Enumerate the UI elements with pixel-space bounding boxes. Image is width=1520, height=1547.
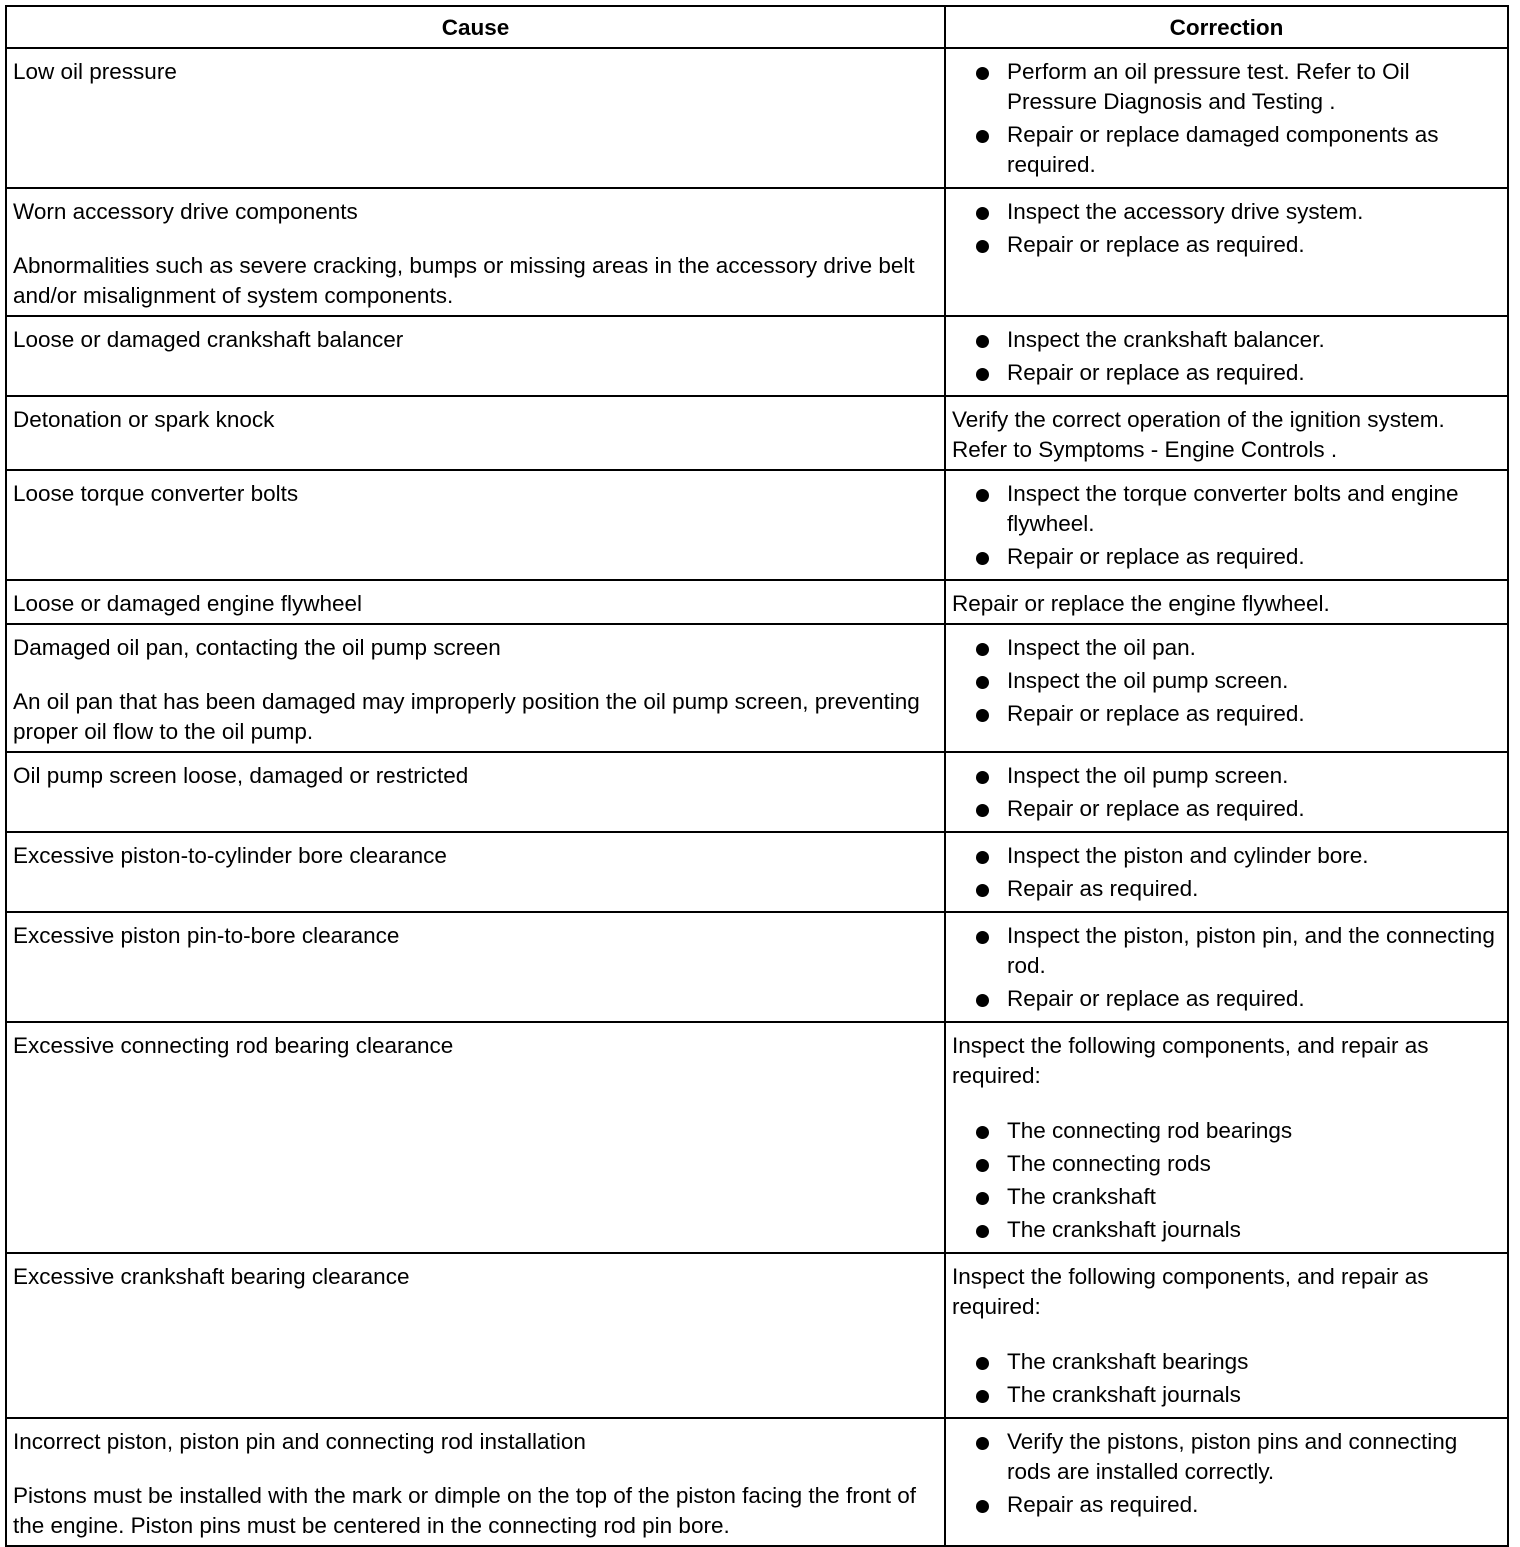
cause-cell bbox=[6, 1418, 945, 1546]
cause-cell bbox=[6, 188, 945, 316]
header-row bbox=[6, 6, 1508, 48]
list-item bbox=[976, 874, 1501, 904]
table-row bbox=[6, 1253, 1508, 1418]
list-item-text: Inspect the oil pan. bbox=[1007, 635, 1196, 660]
list-item-text: Inspect the piston, piston pin, and the connecting rod. bbox=[1007, 923, 1495, 978]
list-item-text: The crankshaft bearings bbox=[1007, 1349, 1249, 1374]
bullet-icon bbox=[976, 1159, 989, 1172]
bullet-icon bbox=[976, 1225, 989, 1238]
bullet-icon bbox=[976, 130, 989, 143]
list-item-text: Repair or replace as required. bbox=[1007, 232, 1305, 257]
table-row bbox=[6, 470, 1508, 580]
cause-cell bbox=[6, 1022, 945, 1253]
correction-cell bbox=[945, 912, 1508, 1022]
table-row bbox=[6, 832, 1508, 912]
bullet-icon bbox=[976, 552, 989, 565]
table-row bbox=[6, 396, 1508, 470]
cause-text: Low oil pressure bbox=[13, 59, 177, 84]
table-row bbox=[6, 316, 1508, 396]
list-item-text: The connecting rods bbox=[1007, 1151, 1211, 1176]
diagnostic-table bbox=[5, 5, 1509, 1547]
cause-cell bbox=[6, 624, 945, 752]
correction-cell bbox=[945, 48, 1508, 188]
correction-list bbox=[952, 1116, 1501, 1245]
correction-cell bbox=[945, 396, 1508, 470]
correction-cell bbox=[945, 624, 1508, 752]
list-item-text: Repair or replace as required. bbox=[1007, 544, 1305, 569]
bullet-icon bbox=[976, 771, 989, 784]
correction-list bbox=[952, 197, 1501, 260]
bullet-icon bbox=[976, 207, 989, 220]
list-item bbox=[976, 325, 1501, 355]
cause-text: Incorrect piston, piston pin and connecting rod installation bbox=[13, 1429, 586, 1454]
list-item-text: Repair or replace as required. bbox=[1007, 360, 1305, 385]
correction-list bbox=[952, 761, 1501, 824]
list-item bbox=[976, 57, 1501, 117]
bullet-icon bbox=[976, 1500, 989, 1513]
list-item-text: Repair or replace as required. bbox=[1007, 701, 1305, 726]
correction-text: Inspect the following components, and repair as required: bbox=[952, 1264, 1429, 1319]
correction-cell bbox=[945, 580, 1508, 624]
list-item bbox=[976, 197, 1501, 227]
correction-cell bbox=[945, 832, 1508, 912]
list-item bbox=[976, 479, 1501, 539]
correction-cell bbox=[945, 470, 1508, 580]
bullet-icon bbox=[976, 368, 989, 381]
correction-list bbox=[952, 1347, 1501, 1410]
cause-text: Oil pump screen loose, damaged or restricted bbox=[13, 763, 469, 788]
bullet-icon bbox=[976, 1126, 989, 1139]
bullet-icon bbox=[976, 489, 989, 502]
bullet-icon bbox=[976, 1357, 989, 1370]
bullet-icon bbox=[976, 643, 989, 656]
list-item-text: Repair or replace as required. bbox=[1007, 796, 1305, 821]
list-item bbox=[976, 1116, 1501, 1146]
bullet-icon bbox=[976, 1437, 989, 1450]
list-item bbox=[976, 1427, 1501, 1487]
correction-list bbox=[952, 921, 1501, 1014]
correction-cell bbox=[945, 1418, 1508, 1546]
list-item-text: Repair as required. bbox=[1007, 876, 1199, 901]
list-item bbox=[976, 633, 1501, 663]
list-item bbox=[976, 666, 1501, 696]
header-cause: Cause bbox=[6, 6, 945, 48]
correction-list bbox=[952, 633, 1501, 729]
list-item-text: Perform an oil pressure test. Refer to Oil Pressure Diagnosis and Testing . bbox=[1007, 59, 1410, 114]
cause-cell bbox=[6, 832, 945, 912]
bullet-icon bbox=[976, 994, 989, 1007]
list-item bbox=[976, 921, 1501, 981]
cause-text: Excessive piston pin-to-bore clearance bbox=[13, 923, 400, 948]
list-item bbox=[976, 984, 1501, 1014]
cause-cell bbox=[6, 912, 945, 1022]
bullet-icon bbox=[976, 335, 989, 348]
list-item-text: Inspect the crankshaft balancer. bbox=[1007, 327, 1325, 352]
list-item-text: Inspect the accessory drive system. bbox=[1007, 199, 1364, 224]
table-row bbox=[6, 48, 1508, 188]
list-item bbox=[976, 794, 1501, 824]
table-row bbox=[6, 188, 1508, 316]
bullet-icon bbox=[976, 67, 989, 80]
list-item bbox=[976, 761, 1501, 791]
list-item bbox=[976, 120, 1501, 180]
list-item bbox=[976, 1149, 1501, 1179]
table-row bbox=[6, 752, 1508, 832]
table-body bbox=[6, 48, 1508, 1546]
cause-text: Loose or damaged crankshaft balancer bbox=[13, 327, 404, 352]
table-row bbox=[6, 580, 1508, 624]
list-item-text: Verify the pistons, piston pins and connecting rods are installed correctly. bbox=[1007, 1429, 1458, 1484]
list-item bbox=[976, 841, 1501, 871]
bullet-icon bbox=[976, 240, 989, 253]
correction-cell bbox=[945, 1253, 1508, 1418]
list-item-text: The crankshaft journals bbox=[1007, 1382, 1241, 1407]
cause-cell bbox=[6, 752, 945, 832]
table-row bbox=[6, 1022, 1508, 1253]
correction-cell bbox=[945, 1022, 1508, 1253]
cause-cell bbox=[6, 1253, 945, 1418]
table-row bbox=[6, 624, 1508, 752]
header-correction: Correction bbox=[945, 6, 1508, 48]
cause-cell bbox=[6, 48, 945, 188]
list-item bbox=[976, 230, 1501, 260]
cause-text: Damaged oil pan, contacting the oil pump screen bbox=[13, 635, 501, 660]
correction-cell bbox=[945, 188, 1508, 316]
correction-list bbox=[952, 841, 1501, 904]
list-item-text: The crankshaft journals bbox=[1007, 1217, 1241, 1242]
list-item-text: Inspect the piston and cylinder bore. bbox=[1007, 843, 1369, 868]
list-item bbox=[976, 542, 1501, 572]
correction-list bbox=[952, 479, 1501, 572]
correction-cell bbox=[945, 316, 1508, 396]
bullet-icon bbox=[976, 676, 989, 689]
cause-text: Loose or damaged engine flywheel bbox=[13, 591, 362, 616]
correction-list bbox=[952, 1427, 1501, 1520]
list-item-text: Repair or replace as required. bbox=[1007, 986, 1305, 1011]
list-item bbox=[976, 699, 1501, 729]
list-item bbox=[976, 1215, 1501, 1245]
bullet-icon bbox=[976, 884, 989, 897]
correction-cell bbox=[945, 752, 1508, 832]
table-row bbox=[6, 912, 1508, 1022]
correction-text: Verify the correct operation of the ignition system. Refer to Symptoms - Engine Controls . bbox=[952, 407, 1445, 462]
list-item-text: Repair or replace damaged components as required. bbox=[1007, 122, 1439, 177]
bullet-icon bbox=[976, 804, 989, 817]
list-item bbox=[976, 358, 1501, 388]
cause-cell bbox=[6, 470, 945, 580]
list-item bbox=[976, 1380, 1501, 1410]
bullet-icon bbox=[976, 1390, 989, 1403]
list-item-text: The connecting rod bearings bbox=[1007, 1118, 1293, 1143]
cause-note: Abnormalities such as severe cracking, bumps or missing areas in the accessory drive belt and/or misalignment of system components. bbox=[13, 253, 915, 308]
correction-text: Inspect the following components, and repair as required: bbox=[952, 1033, 1429, 1088]
correction-list bbox=[952, 325, 1501, 388]
list-item-text: Inspect the oil pump screen. bbox=[1007, 668, 1289, 693]
bullet-icon bbox=[976, 851, 989, 864]
cause-cell bbox=[6, 580, 945, 624]
list-item-text: Inspect the torque converter bolts and engine flywheel. bbox=[1007, 481, 1459, 536]
list-item-text: Repair as required. bbox=[1007, 1492, 1199, 1517]
cause-text: Excessive connecting rod bearing clearance bbox=[13, 1033, 454, 1058]
list-item bbox=[976, 1182, 1501, 1212]
list-item bbox=[976, 1347, 1501, 1377]
cause-note: An oil pan that has been damaged may improperly position the oil pump screen, preventing proper oil flow to the oil pump. bbox=[13, 689, 920, 744]
list-item-text: Inspect the oil pump screen. bbox=[1007, 763, 1289, 788]
cause-text: Loose torque converter bolts bbox=[13, 481, 299, 506]
list-item-text: The crankshaft bbox=[1007, 1184, 1156, 1209]
list-item bbox=[976, 1490, 1501, 1520]
table-row bbox=[6, 1418, 1508, 1546]
cause-cell bbox=[6, 396, 945, 470]
correction-list bbox=[952, 57, 1501, 180]
bullet-icon bbox=[976, 709, 989, 722]
cause-text: Detonation or spark knock bbox=[13, 407, 275, 432]
bullet-icon bbox=[976, 931, 989, 944]
cause-cell bbox=[6, 316, 945, 396]
cause-text: Excessive piston-to-cylinder bore clearance bbox=[13, 843, 447, 868]
correction-text: Repair or replace the engine flywheel. bbox=[952, 591, 1330, 616]
cause-text: Excessive crankshaft bearing clearance bbox=[13, 1264, 410, 1289]
cause-text: Worn accessory drive components bbox=[13, 199, 358, 224]
bullet-icon bbox=[976, 1192, 989, 1205]
cause-note: Pistons must be installed with the mark or dimple on the top of the piston facing the front of the engine. Piston pins must be centered in the connecting rod pin bore. bbox=[13, 1483, 916, 1538]
